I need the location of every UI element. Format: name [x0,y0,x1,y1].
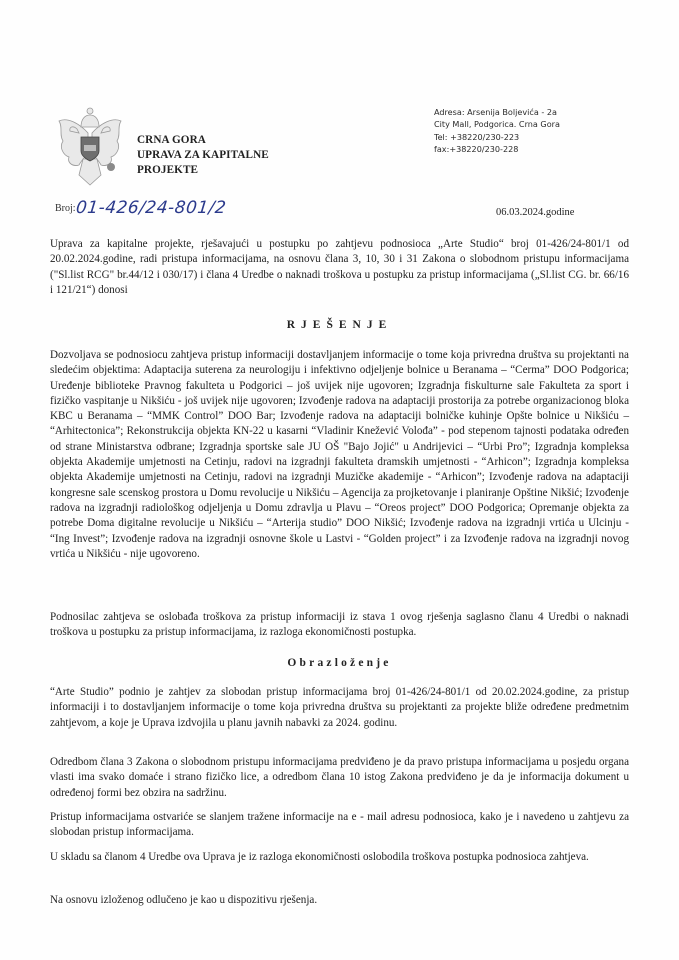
address-city: City Mall, Podgorica. Crna Gora [434,119,560,130]
address-phone: Tel: +38220/230-223 [434,131,520,142]
reasoning-paragraph-4: U skladu sa članom 4 Uredbe ova Uprava je iz razloga ekonomičnosti oslobodila troškova postupka podnosioca zahtjeva. [50,851,589,863]
reasoning-paragraph-5: Na osnovu izloženog odlučeno je kao u dispozitivu rješenja. [50,894,318,906]
reasoning-paragraph-1: “Arte Studio” podnio je zahtjev za slobodan pristup informacijama broj 01-426/24-801/1 od 20.02.2024.godine, za pristup informaciji i to dostavljanjem informacije o tome koja privredna društva su projektanti za projekte bliže određene predmetnim zahtjevom, a koje je Uprava izdvojila u planu javnih nabavki za 2024. godinu. [50,686,629,729]
decision-paragraph-2: Podnosilac zahtjeva se oslobađa troškova za pristup informaciji iz stava 1 ovog rješenja saglasno članu 4 Uredbi o naknadi troškova u postupku za pristup informacijama, iz razloga ekonomičnosti postupka. [50,611,629,639]
address-street: Adresa: Arsenija Boljevića - 2a [434,107,557,117]
reference-number [55,198,226,218]
org-line-agency-cont: PROJEKTE [137,164,199,176]
reasoning-paragraph-2: Odredbom člana 3 Zakona o slobodnom pristupu informacijama predviđeno je da pravo pristupa informacijama u posjedu organa vlasti ima svako domaće i strano fizičko lice, a odredbom člana 10 istog Zakona predviđeno je da je informacija dokument u određenoj formi bez obzira na sadržinu. [50,756,629,799]
address-fax: fax:+38220/230-228 [434,143,519,154]
reference-label: Broj: [55,203,76,214]
document-date: 06.03.2024.godine [496,207,575,218]
decision-paragraph-1: Dozvoljava se podnosiocu zahtjeva pristup informaciji dostavljanjem informacije o tome koja privredna društva su projektanti na sledećim objektima: Adaptacija suterena za neurologiju i infektivno odjeljenje bolnice u Beranama – “Cerma” DOO Podgorica; Uređenje biblioteke Pravnog fakulteta u Podgorici – još uvijek nije ugovoren; Izgradnja fiskulturne sale Fakulteta za sport i fizičko vaspitanje u Nikšiću - još uvijek nije ugovoren; Izvođenje radova na adaptaciji prostorija za potrebe organizacionog bloka KBC u Beranama – “MMK Control” DOO Bar; Izvođenje radova na adaptaciji bolničke kuhinje Opšte bolnice u Nikšiću – “Arhitectonica”; Rekonstrukcija objekta KN-22 u kasarni “Vladinir Knežević Volođa” - pod stepenom tajnosti podataka određen od strane Ministarstva odbrane; Izgradnja sportske sale JU OŠ "Bajo Jojić" u Andrijevici – “Urbi Pro”; Izgradnja kompleksa objekta Akademije umjetnosti na Cetinju, radovi na izgradnji fakulteta dramskih umjetnosti - “Arhicon”; Izgradnja kompleksa objekta Akademije umjetnosti na Cetinju, radovi na izgradnji Muzičke akademije - “Arhicon”; Izvođenje radova na adaptaciji kongresne sale scenskog prostora u Domu revolucije u Nikšiću – Agencija za projketovanje i planiranje Opštine Nikšić; Izvođenje radova na izgradnji radiološkog odjeljenja u Domu zdravlja u Plavu – “Oreos project” DOO Podgorica; Opremanje objekta za potrebe Doma digitalne revolucije u Nikšiću – “Arterija studio” DOO Nikšić; Izvođenje radova na izgradnji vrtića u Ulcinju - “Ing Invest”; Izvođenje radova na izgradnji osnovne škole u Lastvi - “Golden project” i za Izvođenje radova na izgradnji novog vrtića u Nikšiću - nije ugovoreno. [50,349,629,560]
org-line-agency: UPRAVA ZA KAPITALNE [137,149,269,161]
organization-name [137,133,269,178]
reasoning-heading: Obrazloženje [287,657,392,669]
reasoning-paragraph-3: Pristup informacijama ostvariće se slanjem tražene informacije na e - mail adresu podnosioca, kako je i navedeno u zahtjevu za slobodan pristup informacijama. [50,811,629,839]
decision-heading: RJEŠENJE [286,319,393,331]
montenegro-coat-of-arms-icon [55,105,125,187]
handwritten-reference-number: 01-426/24-801/2 [74,198,227,218]
contact-address-block [434,106,560,155]
org-line-country: CRNA GORA [137,134,206,146]
intro-paragraph: Uprava za kapitalne projekte, rješavajući u postupku po zahtjevu podnosioca „Arte Studio“ broj 01-426/24-801/1 od 20.02.2024.godine, radi pristupa informacijama, na osnovu člana 3, 10, 30 i 31 Zakona o slobodnom pristupu informacijama ("Sl.list RCG" br.44/12 i 030/17) i člana 4 Uredbe o naknadi troškova u postupku za pristup informacijama („Sl.list CG. br. 66/16 i 121/21“) donosi [50,238,629,296]
